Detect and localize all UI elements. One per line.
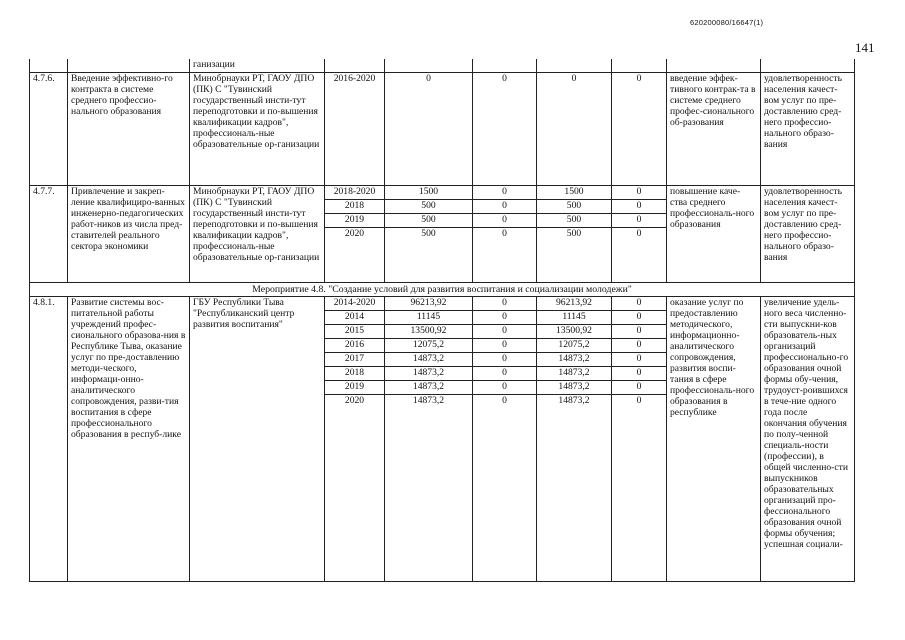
other-cell: 0 xyxy=(612,380,667,394)
table-row xyxy=(30,59,855,72)
total-cell: 14873,2 xyxy=(385,394,473,408)
other-cell: 0 xyxy=(612,310,667,324)
executor-cell: ГБУ Республики Тыва "Республиканский центр развития воспитания" xyxy=(190,296,325,581)
section-header-row xyxy=(30,282,855,296)
republic-cell: 14873,2 xyxy=(537,380,612,394)
executor-cell: Минобрнауки РТ, ГАОУ ДПО (ПК) С "Тувинский государственный инсти-тут переподготовки и по-вышения квалификации кадров", профессиональ-ные образовательные ор-ганизации xyxy=(190,72,325,185)
other-cell: 0 xyxy=(612,199,667,213)
republic-cell: 13500,92 xyxy=(537,324,612,338)
federal-cell: 0 xyxy=(473,213,537,227)
table-row xyxy=(30,296,855,310)
total-cell: 500 xyxy=(385,199,473,213)
republic-cell: 500 xyxy=(537,213,612,227)
period-cell: 2014 xyxy=(325,310,385,324)
period-cell: 2016-2020 xyxy=(325,72,385,185)
federal-cell: 0 xyxy=(473,366,537,380)
row-id: 4.8.1. xyxy=(30,296,68,581)
federal-cell: 0 xyxy=(473,310,537,324)
total-cell: 12075,2 xyxy=(385,338,473,352)
republic-cell: 96213,92 xyxy=(537,296,612,310)
result-cell: оказание услуг по предоставлению методического, информационно-аналитического сопровождения, развития воспи-тания в сфере профессиональ-ного образования в республике xyxy=(667,296,761,581)
republic-cell: 14873,2 xyxy=(537,352,612,366)
total-cell: 11145 xyxy=(385,310,473,324)
document-id: 620200080/16647(1) xyxy=(690,18,764,27)
republic-cell: 0 xyxy=(537,72,612,185)
republic-cell: 1500 xyxy=(537,185,612,199)
program-table-sheet xyxy=(29,59,854,582)
period-cell: 2020 xyxy=(325,227,385,241)
other-cell: 0 xyxy=(612,213,667,227)
total-cell: 13500,92 xyxy=(385,324,473,338)
executor-cell: Минобрнауки РТ, ГАОУ ДПО (ПК) С "Тувинский государственный инсти-тут переподготовки и по-вышения квалификации кадров", профессиональ-ные образовательные ор-ганизации xyxy=(190,185,325,282)
federal-cell: 0 xyxy=(473,296,537,310)
other-cell: 0 xyxy=(612,227,667,241)
result-cell: повышение каче-ства среднего профессиональ-ного образования xyxy=(667,185,761,282)
republic-cell: 500 xyxy=(537,199,612,213)
table-row xyxy=(30,72,855,185)
activity-name: Привлечение и закреп-ление квалифициро-ванных инженерно-педагогических работ-ников из числа пред-ставителей реального сектора экономики xyxy=(68,185,190,282)
total-cell: 500 xyxy=(385,227,473,241)
period-cell: 2018-2020 xyxy=(325,185,385,199)
effect-cell: удовлетворенность населения качест-вом услуг по пре-доставлению сред-него профессио-нального образо-вания xyxy=(761,185,855,282)
executor-cell: ганизации xyxy=(190,59,325,72)
other-cell: 0 xyxy=(612,72,667,185)
period-cell: 2018 xyxy=(325,366,385,380)
other-cell: 0 xyxy=(612,185,667,199)
period-cell: 2019 xyxy=(325,380,385,394)
effect-cell: удовлетворенность населения качест-вом услуг по пре-доставлению сред-него профессио-нального образо-вания xyxy=(761,72,855,185)
period-cell: 2020 xyxy=(325,394,385,408)
federal-cell: 0 xyxy=(473,199,537,213)
other-cell: 0 xyxy=(612,352,667,366)
table-row xyxy=(30,185,855,199)
section-title: Мероприятие 4.8. "Создание условий для развития воспитания и социализации молодежи" xyxy=(30,282,855,296)
other-cell: 0 xyxy=(612,296,667,310)
row-id: 4.7.6. xyxy=(30,72,68,185)
federal-cell: 0 xyxy=(473,324,537,338)
total-cell: 14873,2 xyxy=(385,380,473,394)
federal-cell: 0 xyxy=(473,394,537,408)
page-number: 141 xyxy=(855,40,875,55)
period-cell: 2017 xyxy=(325,352,385,366)
republic-cell: 12075,2 xyxy=(537,338,612,352)
period-cell: 2019 xyxy=(325,213,385,227)
total-cell: 1500 xyxy=(385,185,473,199)
row-id: 4.7.7. xyxy=(30,185,68,282)
republic-cell: 14873,2 xyxy=(537,366,612,380)
program-activities-table xyxy=(29,59,855,582)
federal-cell: 0 xyxy=(473,338,537,352)
activity-name: Введение эффективно-го контракта в системе среднего профессио-нального образования xyxy=(68,72,190,185)
period-cell: 2014-2020 xyxy=(325,296,385,310)
total-cell: 14873,2 xyxy=(385,366,473,380)
federal-cell: 0 xyxy=(473,185,537,199)
republic-cell: 11145 xyxy=(537,310,612,324)
other-cell: 0 xyxy=(612,366,667,380)
other-cell: 0 xyxy=(612,338,667,352)
total-cell: 96213,92 xyxy=(385,296,473,310)
total-cell: 0 xyxy=(385,72,473,185)
period-cell: 2016 xyxy=(325,338,385,352)
total-cell: 14873,2 xyxy=(385,352,473,366)
republic-cell: 500 xyxy=(537,227,612,241)
federal-cell: 0 xyxy=(473,380,537,394)
result-cell: введение эффек-тивного контрак-та в системе среднего профес-сионального об-разования xyxy=(667,72,761,185)
federal-cell: 0 xyxy=(473,72,537,185)
federal-cell: 0 xyxy=(473,352,537,366)
other-cell: 0 xyxy=(612,394,667,408)
period-cell: 2015 xyxy=(325,324,385,338)
period-cell: 2018 xyxy=(325,199,385,213)
republic-cell: 14873,2 xyxy=(537,394,612,408)
activity-name: Развитие системы вос-питательной работы учреждений профес-сионального образова-ния в Республике Тыва, оказание услуг по пре-доставлению методи-ческого, информаци-онно-аналитического сопровождения, разви-тия воспитания в сфере профессионального образования в респуб-лике xyxy=(68,296,190,581)
effect-cell: увеличение удель-ного веса численно-сти выпускни-ков образователь-ных организаций профессионально-го образования очной формы обу-чения, трудоуст-роившихся в тече-ние одного года после окончания обучения по полу-ченной специаль-ности (профессии), в общей численно-сти выпускников образовательных организаций про-фессионального образования очной формы обучения; успешная социали- xyxy=(761,296,855,581)
other-cell: 0 xyxy=(612,324,667,338)
total-cell: 500 xyxy=(385,213,473,227)
federal-cell: 0 xyxy=(473,227,537,241)
